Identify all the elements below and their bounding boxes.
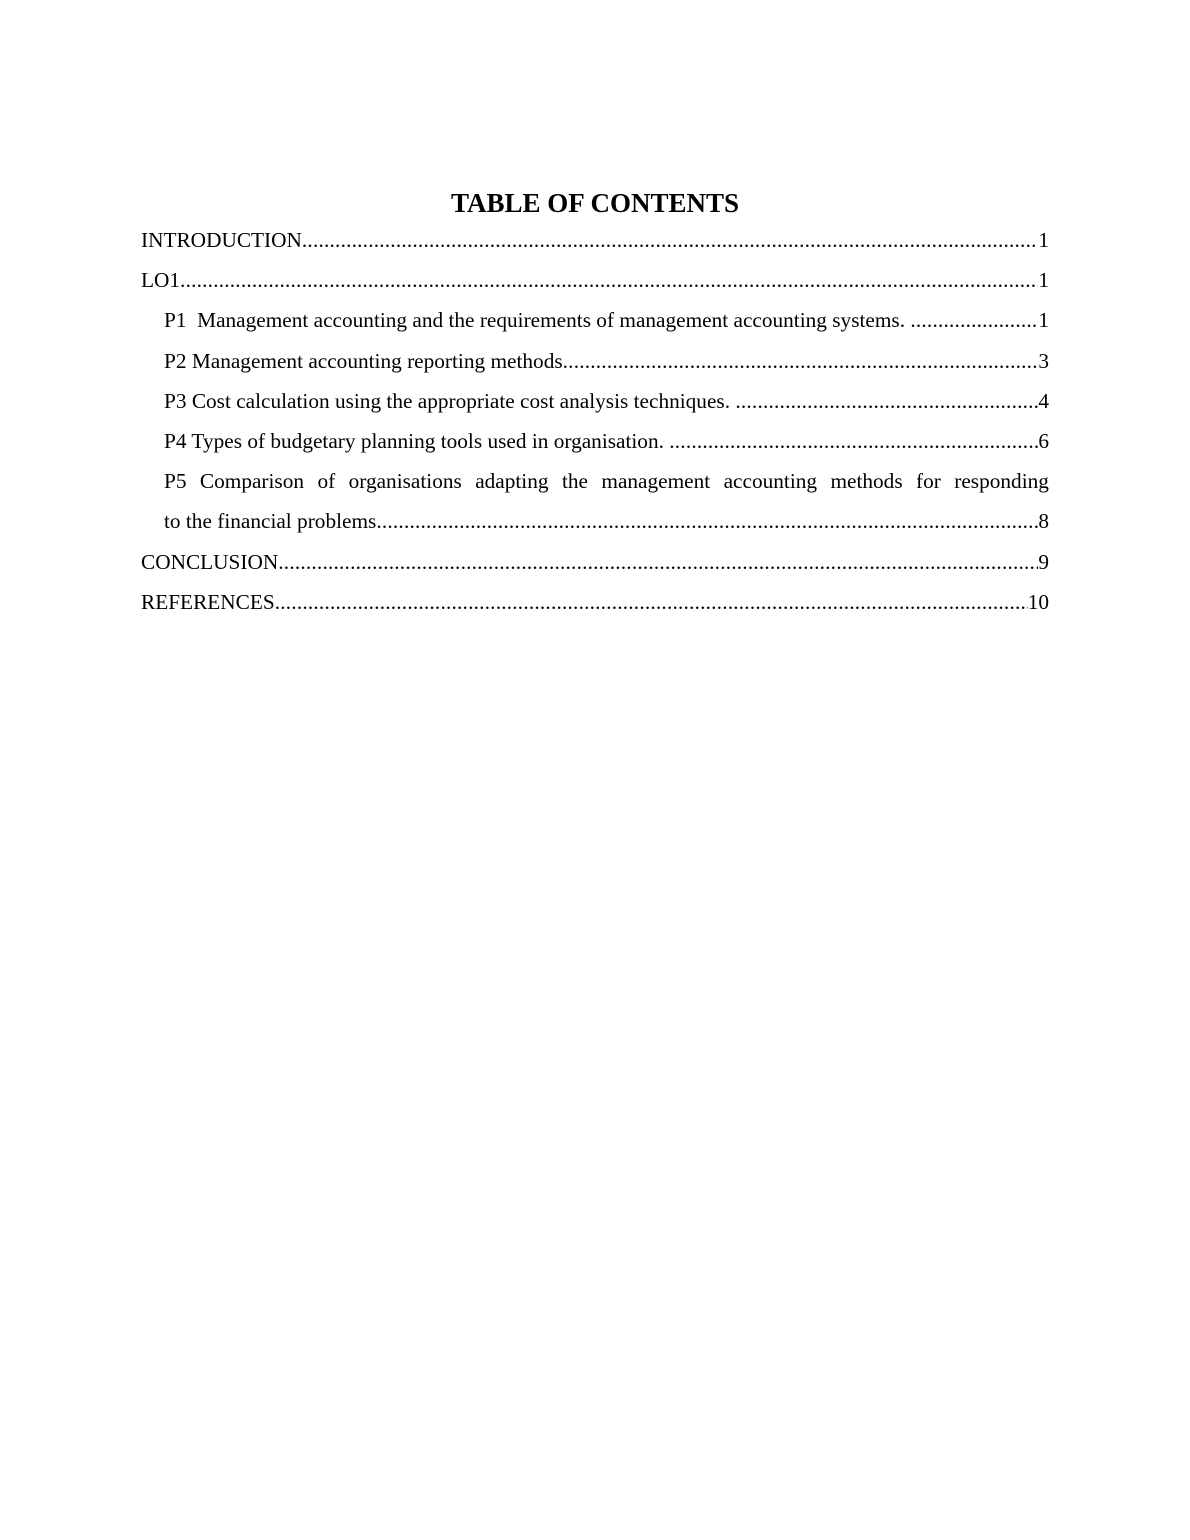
dot-leader	[302, 220, 1038, 260]
toc-entry-conclusion[interactable]	[141, 542, 1049, 582]
toc-entry-label-line1: P5 Comparison of organisations adapting the management accounting methods for responding	[164, 469, 1049, 494]
toc-entry-references[interactable]	[141, 582, 1049, 622]
toc-entry-label: P2 Management accounting reporting methods	[164, 348, 563, 373]
toc-entry-lo1[interactable]	[141, 260, 1049, 300]
toc-entry-p1[interactable]	[141, 300, 1049, 340]
dot-leader	[275, 582, 1028, 622]
toc-entry-page: 10	[1027, 589, 1049, 614]
dot-leader	[376, 501, 1038, 541]
dot-leader	[563, 341, 1039, 381]
toc-entry-page: 1	[1038, 228, 1049, 252]
toc-entry-label-line2: to the financial problems	[164, 509, 377, 534]
toc-entry-label: P4 Types of budgetary planning tools used in organisation.	[164, 428, 670, 453]
toc-entry-label: REFERENCES	[141, 589, 275, 614]
toc-entry-page: 1	[1038, 268, 1049, 293]
toc-entry-label: P1 Management accounting and the requirements of management accounting systems.	[164, 308, 911, 333]
toc-entry-p3[interactable]	[141, 381, 1049, 421]
toc-entry-label: P3 Cost calculation using the appropriate cost analysis techniques.	[164, 388, 736, 413]
dot-leader	[669, 421, 1038, 461]
toc-entry-label: CONCLUSION	[141, 549, 279, 574]
toc-entry-page: 4	[1038, 388, 1049, 413]
toc-list	[141, 220, 1049, 622]
toc-entry-p5[interactable]	[141, 461, 1049, 541]
toc-entry-page: 8	[1038, 509, 1049, 534]
toc-entry-page: 1	[1038, 308, 1049, 333]
toc-entry-label: INTRODUCTION	[141, 228, 302, 252]
toc-entry-p2[interactable]	[141, 341, 1049, 381]
dot-leader	[910, 300, 1038, 340]
toc-entry-page: 9	[1038, 549, 1049, 574]
toc-title: TABLE OF CONTENTS	[450, 188, 740, 218]
toc-entry-label: LO1	[141, 268, 181, 293]
dot-leader	[278, 542, 1038, 582]
toc-entry-page: 3	[1038, 348, 1049, 373]
toc-entry-introduction[interactable]	[141, 220, 1049, 260]
document-page	[141, 186, 1049, 622]
toc-entry-page: 6	[1038, 428, 1049, 453]
dot-leader	[180, 260, 1038, 300]
toc-entry-p4[interactable]	[141, 421, 1049, 461]
dot-leader	[735, 381, 1038, 421]
